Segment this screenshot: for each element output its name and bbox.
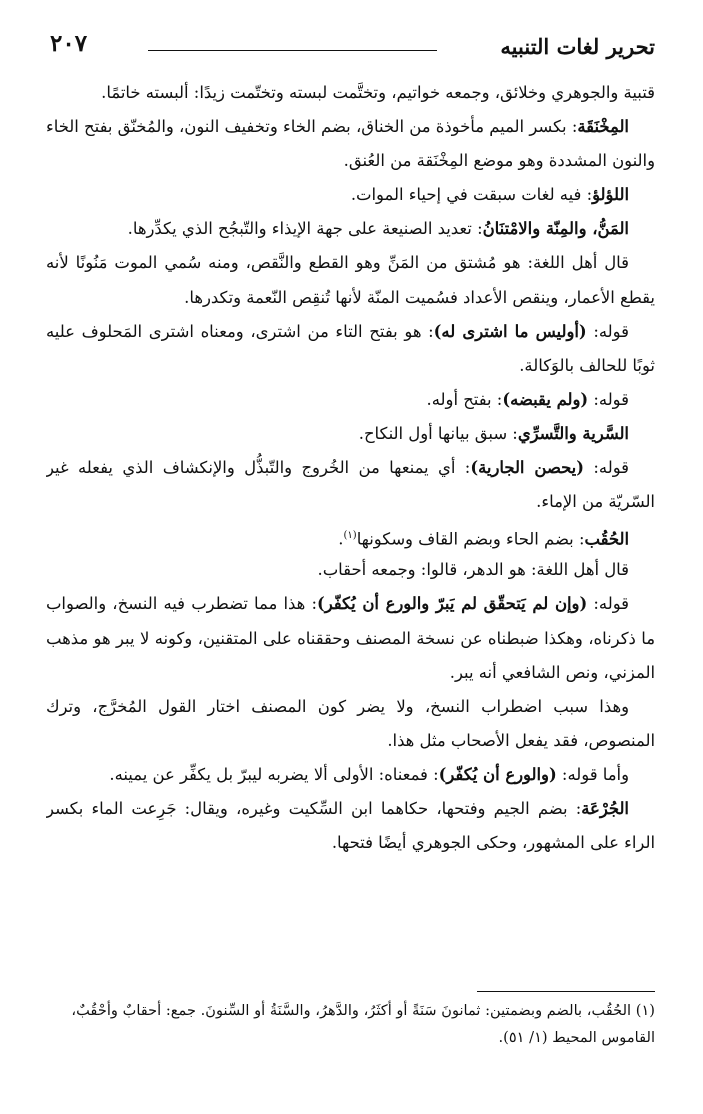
text-run: المزني، ونص الشافعي أنه يبر. xyxy=(449,662,655,682)
text-run: : سبق بيانها أول النكاح. xyxy=(358,423,518,443)
text-run: ما ذكرناه، وهكذا ضبطناه عن نسخة المصنف وحققناه على المتقنين، وكونه لا يبر هو مذهب xyxy=(46,628,655,648)
footnote-line: القاموس المحيط (١/ ٥١). xyxy=(498,1028,655,1046)
text-line xyxy=(46,792,655,826)
text-line xyxy=(46,383,655,417)
text-run: المنصوص، فقد يفعل الأصحاب مثل هذا. xyxy=(387,730,655,750)
text-run: ثوبًا للحالف بالوَكالة. xyxy=(519,355,655,375)
bold-term: اللؤلؤ xyxy=(592,185,629,205)
text-run: والنون المشددة وهو موضع المِخْنَقة من العُنق. xyxy=(343,151,655,171)
text-run: : فمعناه: الأولى ألا يضربه ليبرّ بل يكفِّر عن يمينه. xyxy=(109,764,439,784)
bold-term: الجُرْعَة xyxy=(581,798,629,818)
text-run: قوله: xyxy=(587,594,629,614)
text-line xyxy=(46,451,655,485)
text-run: قتبية والجوهري وخلائق، وجمعه خواتيم، وتختَّمت لبسته وتختّمت زيدًا: ألبسته خاتمًا. xyxy=(101,83,655,102)
text-run: : بضم الجيم وفتحها، حكاهما ابن السِّكيت وغيره، ويقال: جَرِعت الماء بكسر xyxy=(46,798,582,818)
bold-term: (والورع أن يُكفّر) xyxy=(438,764,557,784)
text-run: . xyxy=(338,529,344,549)
footnote-marker: (١) xyxy=(343,530,357,542)
header-rule xyxy=(148,50,437,51)
footnotes xyxy=(46,998,655,1051)
text-run: : بكسر الميم مأخوذة من الخناق، بضم الخاء وتخفيف النون، والمُخنّق بفتح الخاء xyxy=(46,117,578,137)
bold-term: (ولم يقبضه) xyxy=(502,389,589,409)
text-line xyxy=(46,315,655,349)
text-line xyxy=(46,656,655,690)
footnote-separator xyxy=(477,991,655,992)
bold-term: السَّرية والتَّسرِّي xyxy=(517,423,629,443)
running-header-title: تحرير لغات التنبيه xyxy=(500,34,655,59)
text-run: : فيه لغات سبقت في إحياء الموات. xyxy=(350,185,593,205)
bold-term: المَنُّ، والمِنّة والامْتنَانُ xyxy=(482,219,629,239)
text-line xyxy=(46,724,655,758)
text-run: قال أهل اللغة: هو الدهر، قالوا: وجمعه أحقاب. xyxy=(317,560,629,580)
text-run: : بضم الحاء وبضم القاف وسكونها xyxy=(356,529,585,549)
bold-term: (يحصن الجارية) xyxy=(470,458,584,478)
text-run: السّريّة من الإماء. xyxy=(536,492,655,512)
text-line xyxy=(46,485,655,519)
text-line xyxy=(46,587,655,621)
text-run: : هو بفتح التاء من اشترى، ومعناه اشترى المَحلوف عليه xyxy=(46,321,434,341)
text-line xyxy=(46,281,655,315)
text-run: وأما قوله: xyxy=(556,764,629,784)
bold-term: (أوليس ما اشترى له) xyxy=(433,321,587,341)
text-line xyxy=(46,349,655,383)
text-run: قال أهل اللغة: هو مُشتق من المَنِّ وهو القطع والنَّقص، ومنه سُمي الموت مَنُونًا لأنه xyxy=(46,253,629,273)
text-line xyxy=(46,553,655,587)
text-line xyxy=(46,826,655,860)
text-run: وهذا سبب اضطراب النسخ، ولا يضر كون المصنف اختار القول المُخرَّج، وترك xyxy=(46,696,629,716)
text-line xyxy=(46,76,655,110)
bold-term: (وإن لم يَتحقّق لم يَبرّ والورع أن يُكفّر) xyxy=(316,594,588,614)
bold-term: المِخْنَقَة xyxy=(577,117,629,137)
text-run: : هذا مما تضطرب فيه النسخ، والصواب xyxy=(46,594,317,614)
text-line xyxy=(46,758,655,792)
page-number: ٢٠٧ xyxy=(50,30,88,57)
text-run: قوله: xyxy=(586,321,629,341)
text-line xyxy=(46,144,655,178)
text-line xyxy=(46,212,655,246)
text-line xyxy=(46,246,655,280)
text-run: يقطع الأعمار، وينقص الأعداد فسُميت المنّة لأنها تُنقِص النّعمة وتكدرها. xyxy=(184,287,655,307)
text-line xyxy=(46,622,655,656)
text-run: الراء على المشهور، وحكى الجوهري أيضًا فتحها. xyxy=(331,833,655,853)
text-run: : أي يمنعها من الخُروج والتّبذُّل والإنكشاف الذي يفعله غير xyxy=(46,458,471,478)
text-run: قوله: xyxy=(583,458,629,478)
text-line xyxy=(46,110,655,144)
text-run: : تعديد الصنيعة على جهة الإيذاء والتّبجُح الذي يكدِّرها. xyxy=(127,219,483,239)
text-run: قوله: xyxy=(588,389,629,409)
running-header xyxy=(50,30,655,66)
text-run: : بفتح أوله. xyxy=(426,389,503,409)
body-text xyxy=(46,76,655,860)
text-line xyxy=(46,519,655,553)
text-line xyxy=(46,690,655,724)
text-line xyxy=(46,178,655,212)
text-line xyxy=(46,417,655,451)
footnote-line: (١) الحُقُب، بالضم وبضمتين: ثمانونَ سَنَةً أو أكثَرُ، والدَّهرُ، والسَّنَةُ أو السِّنونَ. جمع: أحقابٌ وأحْقُبٌ، xyxy=(71,1002,655,1019)
bold-term: الحُقُب xyxy=(584,529,629,549)
